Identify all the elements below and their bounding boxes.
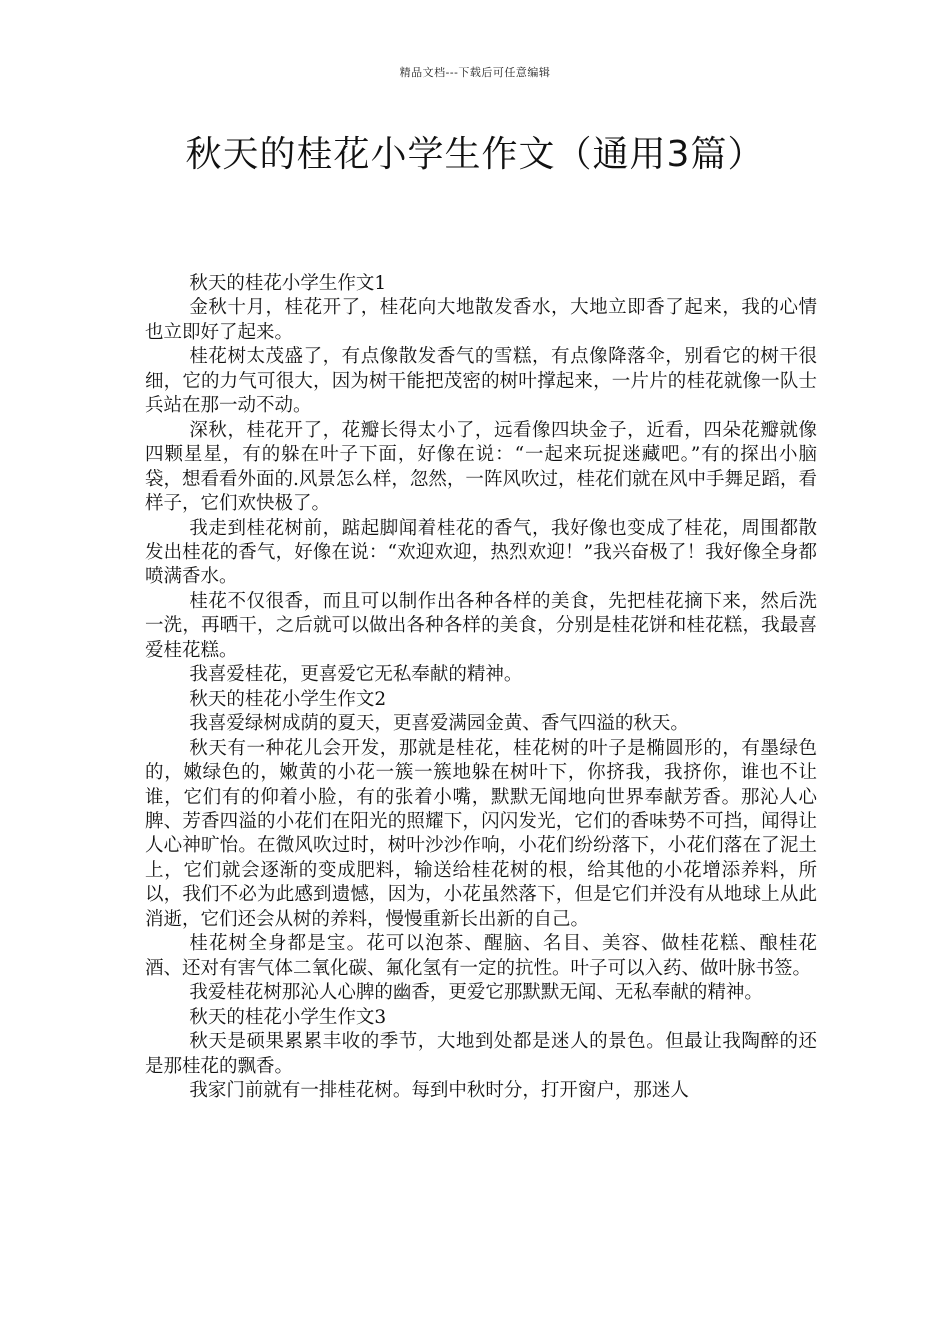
essay-heading-1: 秋天的桂花小学生作文1	[189, 273, 387, 294]
document-body	[145, 272, 817, 1103]
paragraph: 桂花树全身都是宝。花可以泡茶、醒脑、名目、美容、做桂花糕、酿桂花酒、还对有害气体二氧化碳、氟化氢有一定的抗性。叶子可以入药、做叶脉书签。	[145, 933, 817, 979]
paragraph: 深秋，桂花开了，花瓣长得太小了，远看像四块金子，近看，四朵花瓣就像四颗星星，有的躲在叶子下面，好像在说：“一起来玩捉迷藏吧。”有的探出小脑袋，想看看外面的.风景怎么样，忽然，一阵风吹过，桂花们就在风中手舞足蹈，看样子，它们欢快极了。	[145, 419, 817, 515]
paragraph: 秋天是硕果累累丰收的季节，大地到处都是迷人的景色。但最让我陶醉的还是那桂花的飘香。	[145, 1031, 817, 1077]
essay-heading-2: 秋天的桂花小学生作文2	[189, 688, 387, 710]
paragraph: 桂花树太茂盛了，有点像散发香气的雪糕，有点像降落伞，别看它的树干很细，它的力气可很大，因为树干能把茂密的树叶撑起来，一片片的桂花就像一队士兵站在那一动不动。	[145, 346, 817, 417]
page-header: 精品文档---下载后可任意编辑	[399, 66, 551, 79]
paragraph: 我喜爱绿树成荫的夏天，更喜爱满园金黄、香气四溢的秋天。	[189, 713, 689, 735]
paragraph: 我走到桂花树前，踮起脚闻着桂花的香气，我好像也变成了桂花，周围都散发出桂花的香气，好像在说：“欢迎欢迎，热烈欢迎！”我兴奋极了！我好像全身都喷满香水。	[145, 517, 817, 588]
paragraph: 我喜爱桂花，更喜爱它无私奉献的精神。	[189, 664, 523, 686]
document-title: 秋天的桂花小学生作文（通用3篇）	[185, 134, 765, 175]
paragraph: 金秋十月，桂花开了，桂花向大地散发香水，大地立即香了起来，我的心情也立即好了起来。	[145, 297, 817, 343]
essay-heading-3: 秋天的桂花小学生作文3	[189, 1006, 387, 1028]
paragraph: 我家门前就有一排桂花树。每到中秋时分，打开窗户，那迷人	[189, 1079, 689, 1101]
paragraph: 我爱桂花树那沁人心脾的幽香，更爱它那默默无闻、无私奉献的精神。	[189, 982, 763, 1004]
paragraph: 桂花不仅很香，而且可以制作出各种各样的美食，先把桂花摘下来，然后洗一洗，再晒干，之后就可以做出各种各样的美食，分别是桂花饼和桂花糕，我最喜爱桂花糕。	[145, 590, 817, 661]
paragraph: 秋天有一种花儿会开发，那就是桂花，桂花树的叶子是椭圆形的，有墨绿色的，嫩绿色的，嫩黄的小花一簇一簇地躲在树叶下，你挤我，我挤你，谁也不让谁，它们有的仰着小脸，有的张着小嘴，默默无闻地向世界奉献芳香。那沁人心脾、芳香四溢的小花们在阳光的照耀下，闪闪发光，它们的香味势不可挡，闻得让人心神旷怡。在微风吹过时，树叶沙沙作响，小花们纷纷落下，小花们落在了泥土上，它们就会逐渐的变成肥料，输送给桂花树的根，给其他的小花增添养料，所以，我们不必为此感到遗憾，因为，小花虽然落下，但是它们并没有从地球上从此消逝，它们还会从树的养料，慢慢重新长出新的自己。	[145, 737, 817, 930]
